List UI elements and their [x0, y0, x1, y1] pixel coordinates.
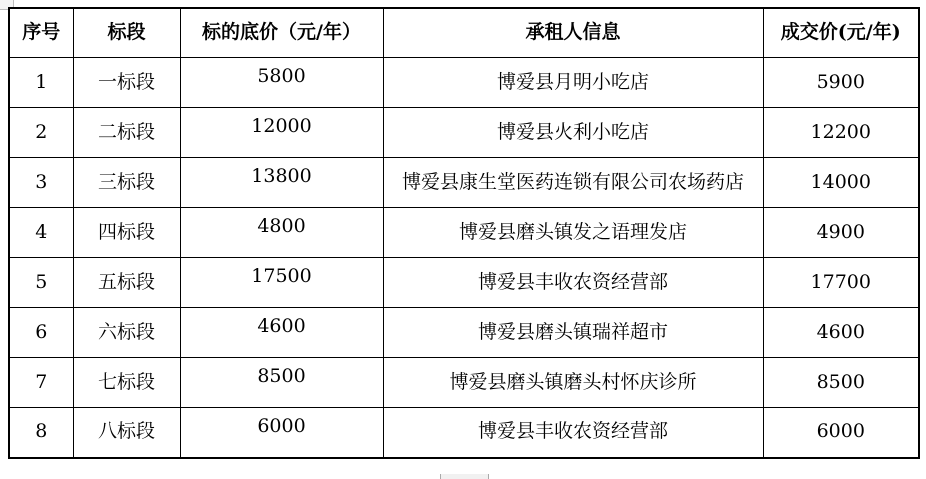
table-header	[9, 8, 919, 58]
cell-lessee: 博爱县月明小吃店	[383, 58, 763, 108]
cell-deal-price: 4900	[763, 208, 919, 258]
table-row	[9, 358, 919, 408]
column-header-section: 标段	[73, 8, 180, 58]
cell-section: 四标段	[73, 208, 180, 258]
cell-seq: 2	[9, 108, 73, 158]
cell-lessee: 博爱县火利小吃店	[383, 108, 763, 158]
column-header-deal-price: 成交价(元/年)	[763, 8, 919, 58]
cell-lessee: 博爱县丰收农资经营部	[383, 408, 763, 458]
cell-seq: 4	[9, 208, 73, 258]
cell-lessee: 博爱县磨头镇发之语理发店	[383, 208, 763, 258]
cell-seq: 1	[9, 58, 73, 108]
cell-seq: 7	[9, 358, 73, 408]
cell-base-price: 8500	[180, 358, 383, 408]
cell-lessee: 博爱县磨头镇磨头村怀庆诊所	[383, 358, 763, 408]
column-header-base-price: 标的底价（元/年）	[180, 8, 383, 58]
cell-section: 二标段	[73, 108, 180, 158]
cell-seq: 8	[9, 408, 73, 458]
cell-base-price: 4600	[180, 308, 383, 358]
table-row	[9, 408, 919, 458]
table-row	[9, 308, 919, 358]
column-header-seq: 序号	[9, 8, 73, 58]
table-row	[9, 108, 919, 158]
cell-section: 七标段	[73, 358, 180, 408]
table-row	[9, 158, 919, 208]
cell-section: 三标段	[73, 158, 180, 208]
column-header-lessee: 承租人信息	[383, 8, 763, 58]
cell-base-price: 12000	[180, 108, 383, 158]
cell-lessee: 博爱县康生堂医药连锁有限公司农场药店	[383, 158, 763, 208]
cell-base-price: 13800	[180, 158, 383, 208]
table-row	[9, 58, 919, 108]
cell-deal-price: 17700	[763, 258, 919, 308]
cell-base-price: 5800	[180, 58, 383, 108]
table-row	[9, 258, 919, 308]
cell-deal-price: 8500	[763, 358, 919, 408]
cell-seq: 3	[9, 158, 73, 208]
cell-section: 一标段	[73, 58, 180, 108]
cell-base-price: 17500	[180, 258, 383, 308]
cell-deal-price: 12200	[763, 108, 919, 158]
cell-deal-price: 6000	[763, 408, 919, 458]
cell-section: 八标段	[73, 408, 180, 458]
cell-seq: 6	[9, 308, 73, 358]
scrollbar-fragment[interactable]	[440, 474, 489, 479]
table-body	[9, 58, 919, 458]
cell-deal-price: 14000	[763, 158, 919, 208]
cell-lessee: 博爱县丰收农资经营部	[383, 258, 763, 308]
header-row	[9, 8, 919, 58]
cell-section: 五标段	[73, 258, 180, 308]
cell-seq: 5	[9, 258, 73, 308]
bid-results-table	[8, 7, 920, 459]
cell-deal-price: 5900	[763, 58, 919, 108]
cell-base-price: 6000	[180, 408, 383, 458]
cell-base-price: 4800	[180, 208, 383, 258]
cell-lessee: 博爱县磨头镇瑞祥超市	[383, 308, 763, 358]
table-row	[9, 208, 919, 258]
cell-deal-price: 4600	[763, 308, 919, 358]
cell-section: 六标段	[73, 308, 180, 358]
